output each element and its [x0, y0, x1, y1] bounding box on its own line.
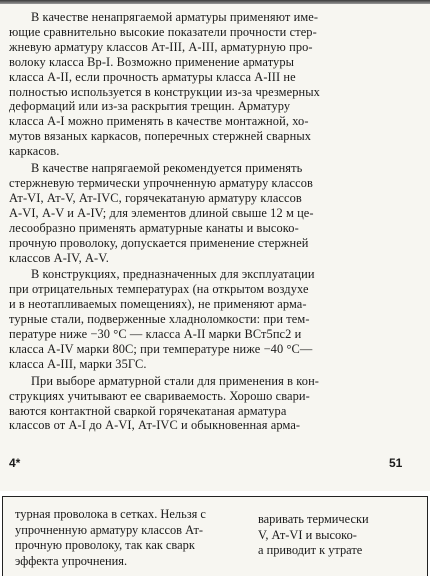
- paragraph-low-temperature: В конструкциях, предназначенных для эксплуатации при отрицательных температурах (на открытом воздухе и в неотапливаемых помещениях), не применяют арма- турные стали, подверженные хладноломкости: при тем- пературе ниже −30 °С — класса А-II марки ВСт5пс2 и класса А-IV марки 80С; при температуре ниже −40 °С— класса А-III, марки 35ГС.: [9, 267, 315, 371]
- page-cut-edge: [0, 0, 430, 4]
- snippet-overlap-text: варивать термически V, Ат-VI и высоко- а приводит к утрате: [258, 512, 369, 557]
- paragraph-weldability: При выборе арматурной стали для применения в кон- струкциях учитывают ее свариваемость. Хорошо свари- ваются контактной сваркой горячекатаная арматура классов от А-I до А-VI, Ат-IVC и обыкновенная арма-: [9, 373, 320, 433]
- continuation-snippet: [2, 496, 428, 576]
- paragraph-non-prestressed: В качестве ненапрягаемой арматуры применяют име- ющие сравнительно высокие показатели прочности стер- жневую арматуру классов Ат-III, А-III, арматурную про- волоку класса Вр-I. Возможно применение арматуры класса А-II, если прочность арматуры класса А-III не полностью используется в конструкции из-за чрезмерных деформаций или из-за раскрытия трещин. Арматуру класса А-I можно применять в качестве монтажной, хо- мутов вязаных каркасов, поперечных стержней сварных каркасов.: [9, 10, 320, 159]
- page-text: [9, 10, 419, 435]
- paragraph-prestressed: В качестве напрягаемой рекомендуется применять стержневую термически упрочненную арматуру классов Ат-VI, Ат-V, Ат-IVC, горячекатаную арматуру классов А-VI, А-V и А-IV; для элементов длиной свыше 12 м це- лесообразно применять арматурные канаты и высоко- прочную проволоку, допускается применение стержней классов А-IV, А-V.: [9, 161, 314, 265]
- page-number: 51: [389, 456, 403, 470]
- snippet-text: турная проволока в сетках. Нельзя с упрочненную арматуру классов Ат- прочную проволоку, так как сварк эффекта упрочнения.: [15, 507, 206, 568]
- signature-mark: 4*: [9, 456, 21, 470]
